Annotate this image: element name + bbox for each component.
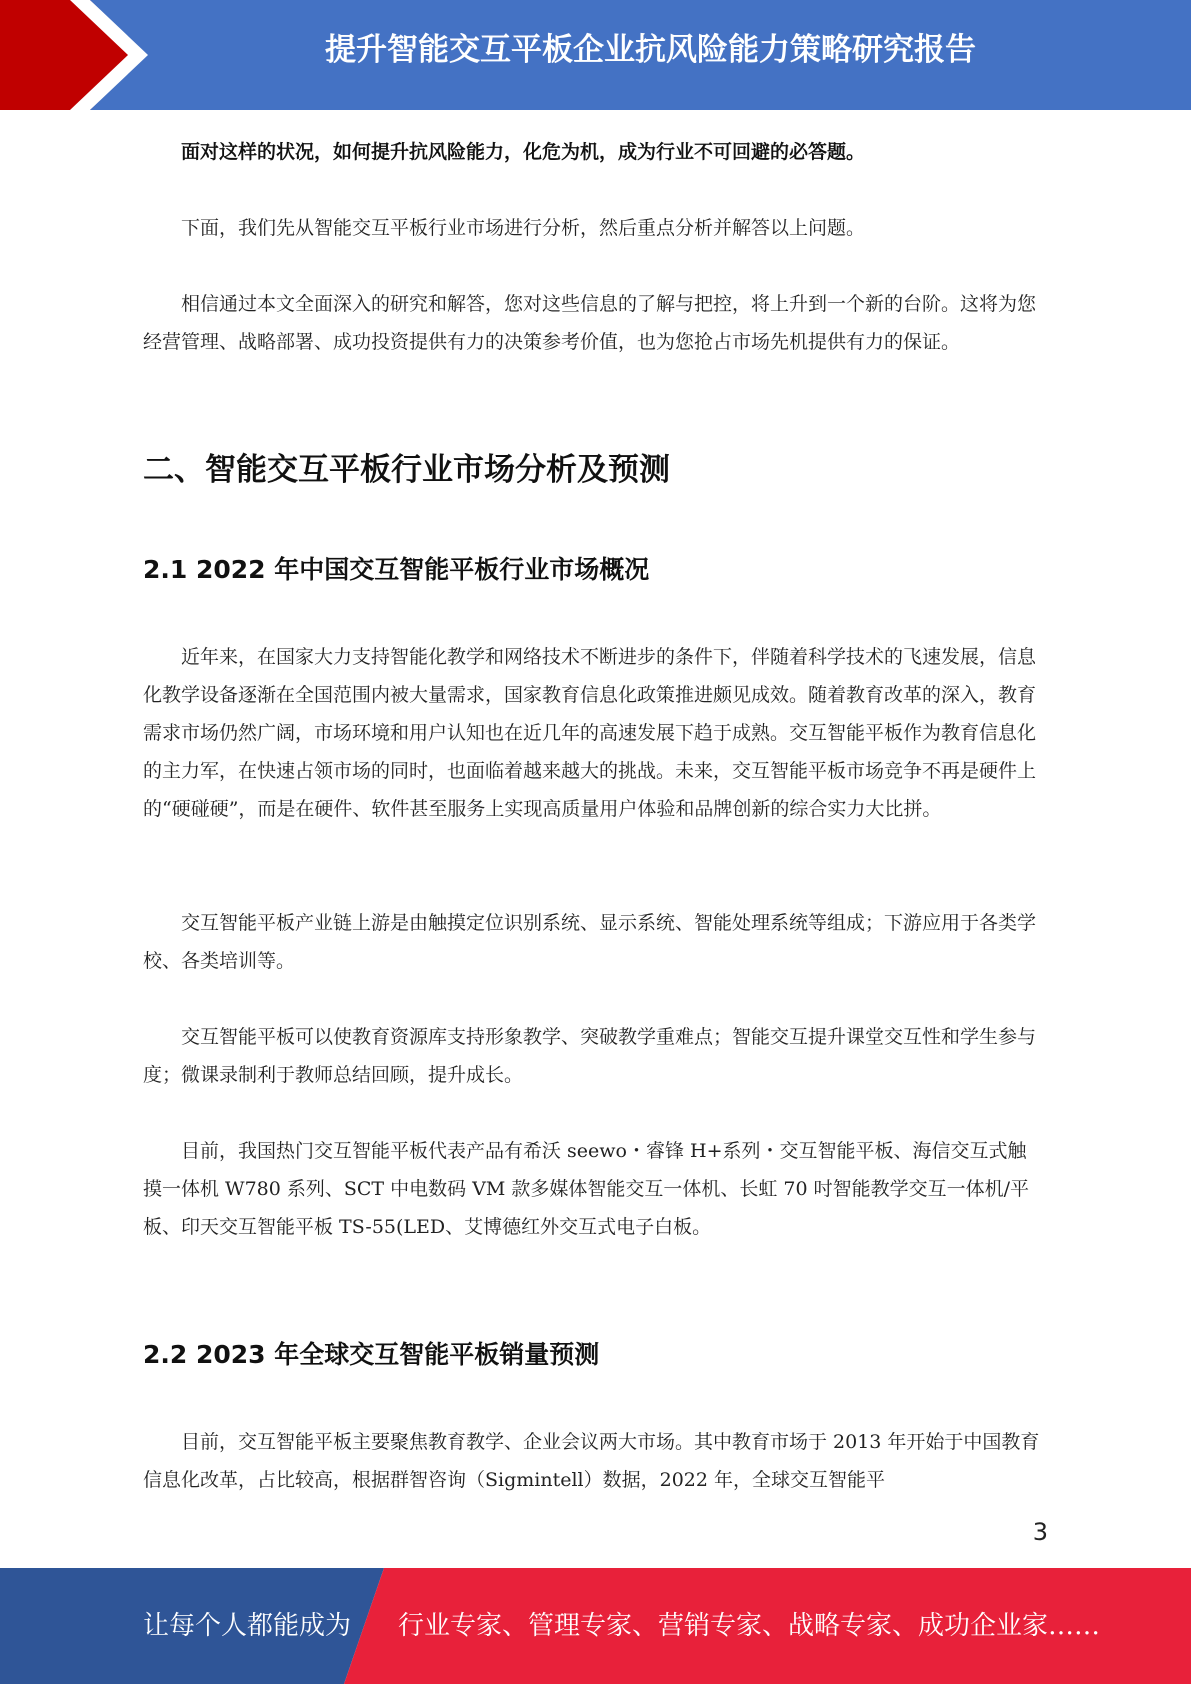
footer-slogan-right: 行业专家、管理专家、营销专家、战略专家、成功企业家…… [398, 1611, 1101, 1641]
paragraph-next-steps: 下面，我们先从智能交互平板行业市场进行分析，然后重点分析并解答以上问题。 [181, 217, 866, 239]
paragraph-trust: 相信通过本文全面深入的研究和解答，您对这些信息的了解与把控，将上升到一个新的台阶。这将为您经营管理、战略部署、成功投资提供有力的决策参考价值，也为您抢占市场先机提供有力的保证。 [143, 293, 1037, 353]
header-chevron-arrow [0, 0, 150, 110]
subsection-heading-2-1: 2.1 2022 年中国交互智能平板行业市场概况 [143, 555, 650, 584]
page-number: 3 [1032, 1518, 1048, 1546]
paragraph-global-forecast: 目前，交互智能平板主要聚焦教育教学、企业会议两大市场。其中教育市场于 2013 年开始于中国教育信息化改革，占比较高，根据群智咨询（Sigmintell）数据，2022 年，全球交互智能平 [143, 1431, 1040, 1491]
footer-slogan-left: 让每个人都能成为 [143, 1611, 352, 1641]
paragraph-industry-chain: 交互智能平板产业链上游是由触摸定位识别系统、显示系统、智能处理系统等组成；下游应用于各类学校、各类培训等。 [143, 912, 1037, 972]
page-header [0, 0, 1191, 110]
intro-bold-paragraph: 面对这样的状况，如何提升抗风险能力，化危为机，成为行业不可回避的必答题。 [181, 141, 866, 163]
paragraph-representative-products: 目前，我国热门交互智能平板代表产品有希沃 seewo・睿锋 H+系列・交互智能平板、海信交互式触摸一体机 W780 系列、SCT 中电数码 VM 款多媒体智能交互一体机、长虹 70 吋智能教学交互一体机/平板、印天交互智能平板 TS-55(LED、艾博德红外交互式电子白板。 [143, 1140, 1030, 1238]
paragraph-market-overview: 近年来，在国家大力支持智能化教学和网络技术不断进步的条件下，伴随着科学技术的飞速发展，信息化教学设备逐渐在全国范围内被大量需求，国家教育信息化政策推进颇见成效。随着教育改革的深入，教育需求市场仍然广阔，市场环境和用户认知也在近几年的高速发展下趋于成熟。交互智能平板作为教育信息化的主力军，在快速占领市场的同时，也面临着越来越大的挑战。未来，交互智能平板市场竞争不再是硬件上的“硬碰硬”，而是在硬件、软件甚至服务上实现高质量用户体验和品牌创新的综合实力大比拼。 [143, 646, 1037, 820]
report-title: 提升智能交互平板企业抗风险能力策略研究报告 [325, 32, 976, 68]
paragraph-teaching-benefits: 交互智能平板可以使教育资源库支持形象教学、突破教学重难点；智能交互提升课堂交互性和学生参与度；微课录制利于教师总结回顾，提升成长。 [143, 1026, 1037, 1086]
subsection-heading-2-2: 2.2 2023 年全球交互智能平板销量预测 [143, 1340, 600, 1369]
section-heading: 二、智能交互平板行业市场分析及预测 [143, 452, 670, 488]
page-footer [0, 1568, 1191, 1684]
